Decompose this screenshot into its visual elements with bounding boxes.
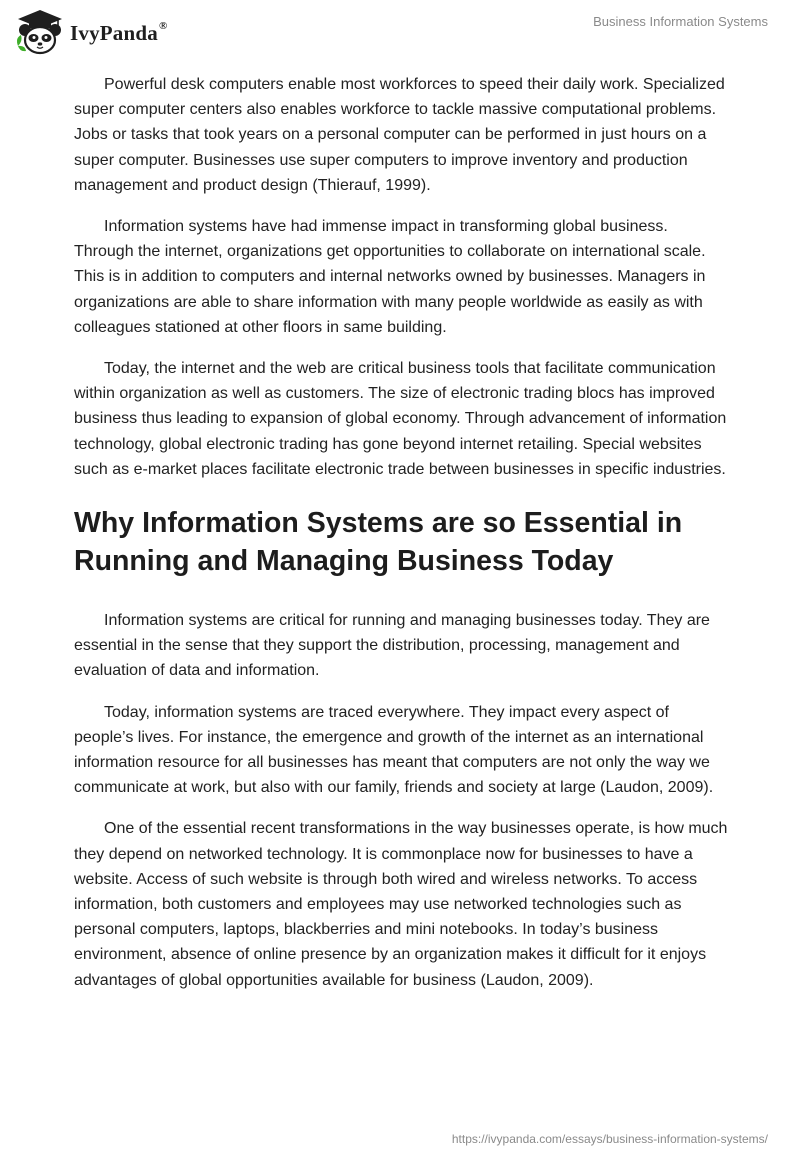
paragraph: Information systems are critical for running and managing businesses today. They are essential in the sense that they support the distribution, processing, management and evaluation of data and information. — [74, 612, 710, 680]
paragraph: One of the essential recent transformations in the way businesses operate, is how much they depend on networked technology. It is commonplace now for businesses to have a website. Access of such website is through both wired and wireless networks. To access information, both customers and employees may use networked technologies such as personal computers, laptops, blackberries and mini notebooks. In today’s business environment, absence of online presence by an organization makes it difficult for it enjoys advantages of global opportunities available for business (Laudon, 2009). — [74, 820, 728, 989]
paragraph: Today, information systems are traced everywhere. They impact every aspect of people’s lives. For instance, the emergence and growth of the internet as an international information resource for all businesses has meant that computers are not only the way we communicate at work, but also with our family, friends and society at large (Laudon, 2009). — [74, 703, 714, 797]
running-title: Business Information Systems — [593, 14, 768, 29]
paragraph: Information systems have had immense impact in transforming global business. Through the internet, organizations get opportunities to collaborate on international scale. This is in addition to computers and internal networks owned by businesses. Managers in organizations are able to share information with many people worldwide as easily as with colleagues stationed at other floors in same building. — [74, 218, 706, 336]
section-heading: Why Information Systems are so Essential in Running and Managing Business Today — [74, 507, 683, 578]
panda-graduate-icon — [14, 8, 66, 56]
registered-mark: ® — [158, 19, 168, 32]
page-header — [0, 0, 800, 60]
paragraph: Today, the internet and the web are critical business tools that facilitate communication within organization as well as customers. The size of electronic trading blocs has improved business thus leading to expansion of global economy. Through advancement of information technology, global electronic trading has gone beyond internet retailing. Special websites such as e-market places facilitate electronic trade between businesses in specific industries. — [74, 360, 727, 478]
logo-name: IvyPanda — [70, 20, 158, 45]
ivypanda-logo[interactable] — [14, 8, 167, 56]
paragraph: Powerful desk computers enable most workforces to speed their daily work. Specialized super computer centers also enables workforce to tackle massive computational problems. Jobs or tasks that took years on a personal computer can be performed in just hours on a super computer. Businesses use super computers to improve inventory and production management and product design (Thierauf, 1999). — [74, 76, 725, 194]
essay-body — [74, 72, 730, 1009]
source-url[interactable]: https://ivypanda.com/essays/business-information-systems/ — [451, 1132, 768, 1146]
logo-wordmark — [70, 21, 167, 46]
